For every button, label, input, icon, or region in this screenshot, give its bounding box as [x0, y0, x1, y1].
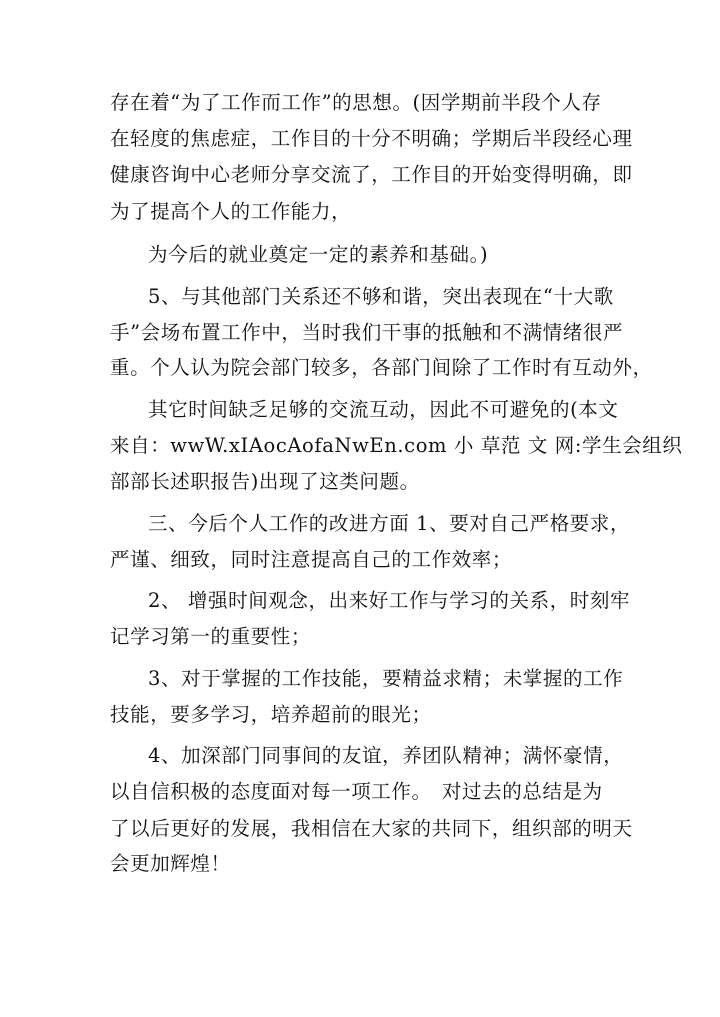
text-line: 重。个人认为院会部门较多，各部门间除了工作时有互动外，	[110, 356, 653, 379]
text-line: 来自：wwW.xIAocAofaNwEn.com 小 草范 文 网:学生会组织	[110, 434, 683, 457]
paragraph-line: 5、与其他部门关系还不够和谐，突出表现在“十大歌	[148, 285, 614, 308]
text-line: 健康咨询中心老师分享交流了，工作目的开始变得明确，即	[110, 163, 633, 186]
paragraph-line: 4、加深部门同事间的友谊，养团队精神；满怀豪情，	[148, 744, 624, 767]
text-line: 严谨、细致，同时注意提高自己的工作效率；	[110, 548, 513, 571]
paragraph-line: 3、对于掌握的工作技能，要精益求精；未掌握的工作	[148, 667, 624, 690]
text-line: 会更加辉煌！	[110, 852, 231, 875]
text-line: 记学习第一的重要性；	[110, 625, 312, 648]
text-line: 技能，要多学习，培养超前的眼光；	[110, 703, 432, 726]
text-line: 在轻度的焦虑症，工作目的十分不明确；学期后半段经心理	[110, 127, 633, 150]
text-line: 手”会场布置工作中，当时我们干事的抵触和不满情绪很严	[110, 321, 624, 344]
text-line: 部部长述职报告)出现了这类问题。	[110, 470, 420, 493]
text-line: 了以后更好的发展，我相信在大家的共同下，组织部的明天	[110, 817, 633, 840]
text-line: 存在着“为了工作而工作”的思想。(因学期前半段个人存	[110, 91, 602, 114]
text-line: 为了提高个人的工作能力，	[110, 200, 352, 223]
paragraph-line: 2、 增强时间观念，出来好工作与学习的关系，时刻牢	[148, 589, 631, 612]
text-line: 以自信积极的态度面对每一项工作。 对过去的总结是为	[110, 780, 603, 803]
paragraph-line: 为今后的就业奠定一定的素养和基础。)	[148, 243, 489, 266]
paragraph-line: 其它时间缺乏足够的交流互动，因此不可避免的(本文	[148, 398, 619, 421]
paragraph-line: 三、今后个人工作的改进方面 1、要对自己严格要求，	[148, 512, 631, 535]
